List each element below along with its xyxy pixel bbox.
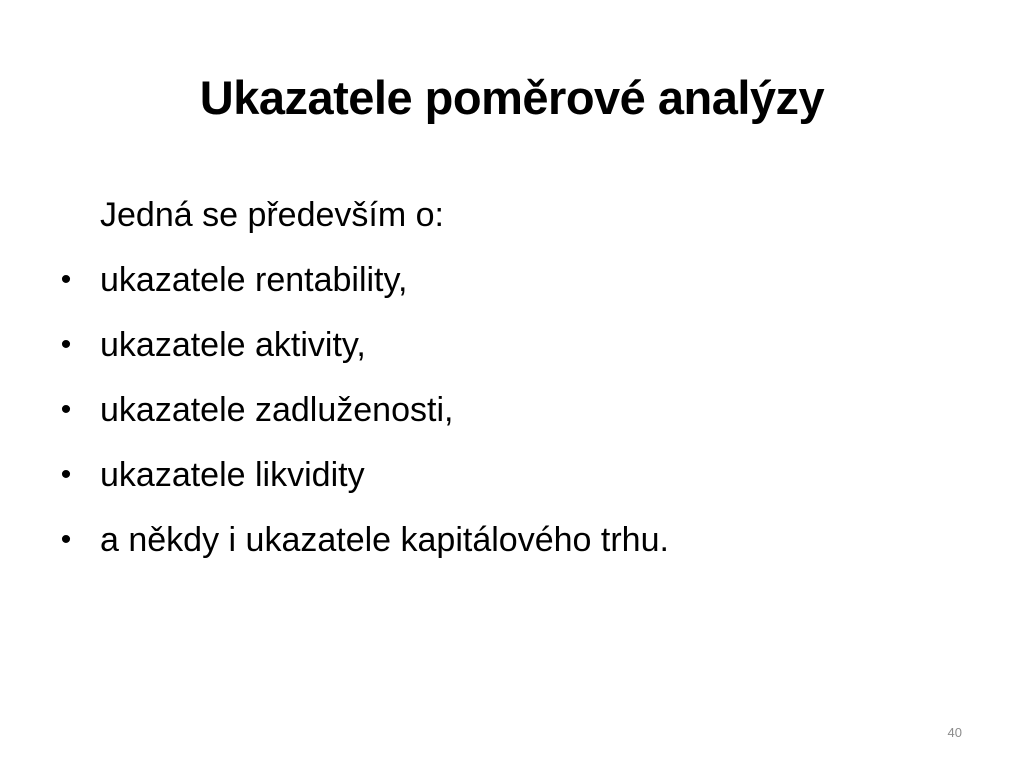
bullet-list — [56, 190, 956, 580]
list-item — [56, 385, 956, 450]
list-item — [56, 320, 956, 385]
list-item — [56, 450, 956, 515]
bullet-icon: • — [60, 263, 72, 296]
intro-text: Jedná se především o: — [100, 196, 444, 234]
list-item-text: ukazatele aktivity, — [100, 326, 366, 364]
bullet-icon: • — [60, 393, 72, 426]
list-item-text: ukazatele likvidity — [100, 456, 365, 494]
page-number: 40 — [947, 725, 962, 740]
bullet-icon: • — [60, 458, 72, 491]
bullet-icon: • — [60, 523, 72, 556]
list-item-text: ukazatele zadluženosti, — [100, 391, 454, 429]
bullet-icon: • — [60, 328, 72, 361]
list-item-text: a někdy i ukazatele kapitálového trhu. — [100, 521, 669, 559]
list-item — [56, 515, 956, 580]
intro-line — [56, 190, 956, 255]
list-item-text: ukazatele rentability, — [100, 261, 408, 299]
slide-title: Ukazatele poměrové analýzy — [199, 71, 825, 124]
list-item — [56, 255, 956, 320]
